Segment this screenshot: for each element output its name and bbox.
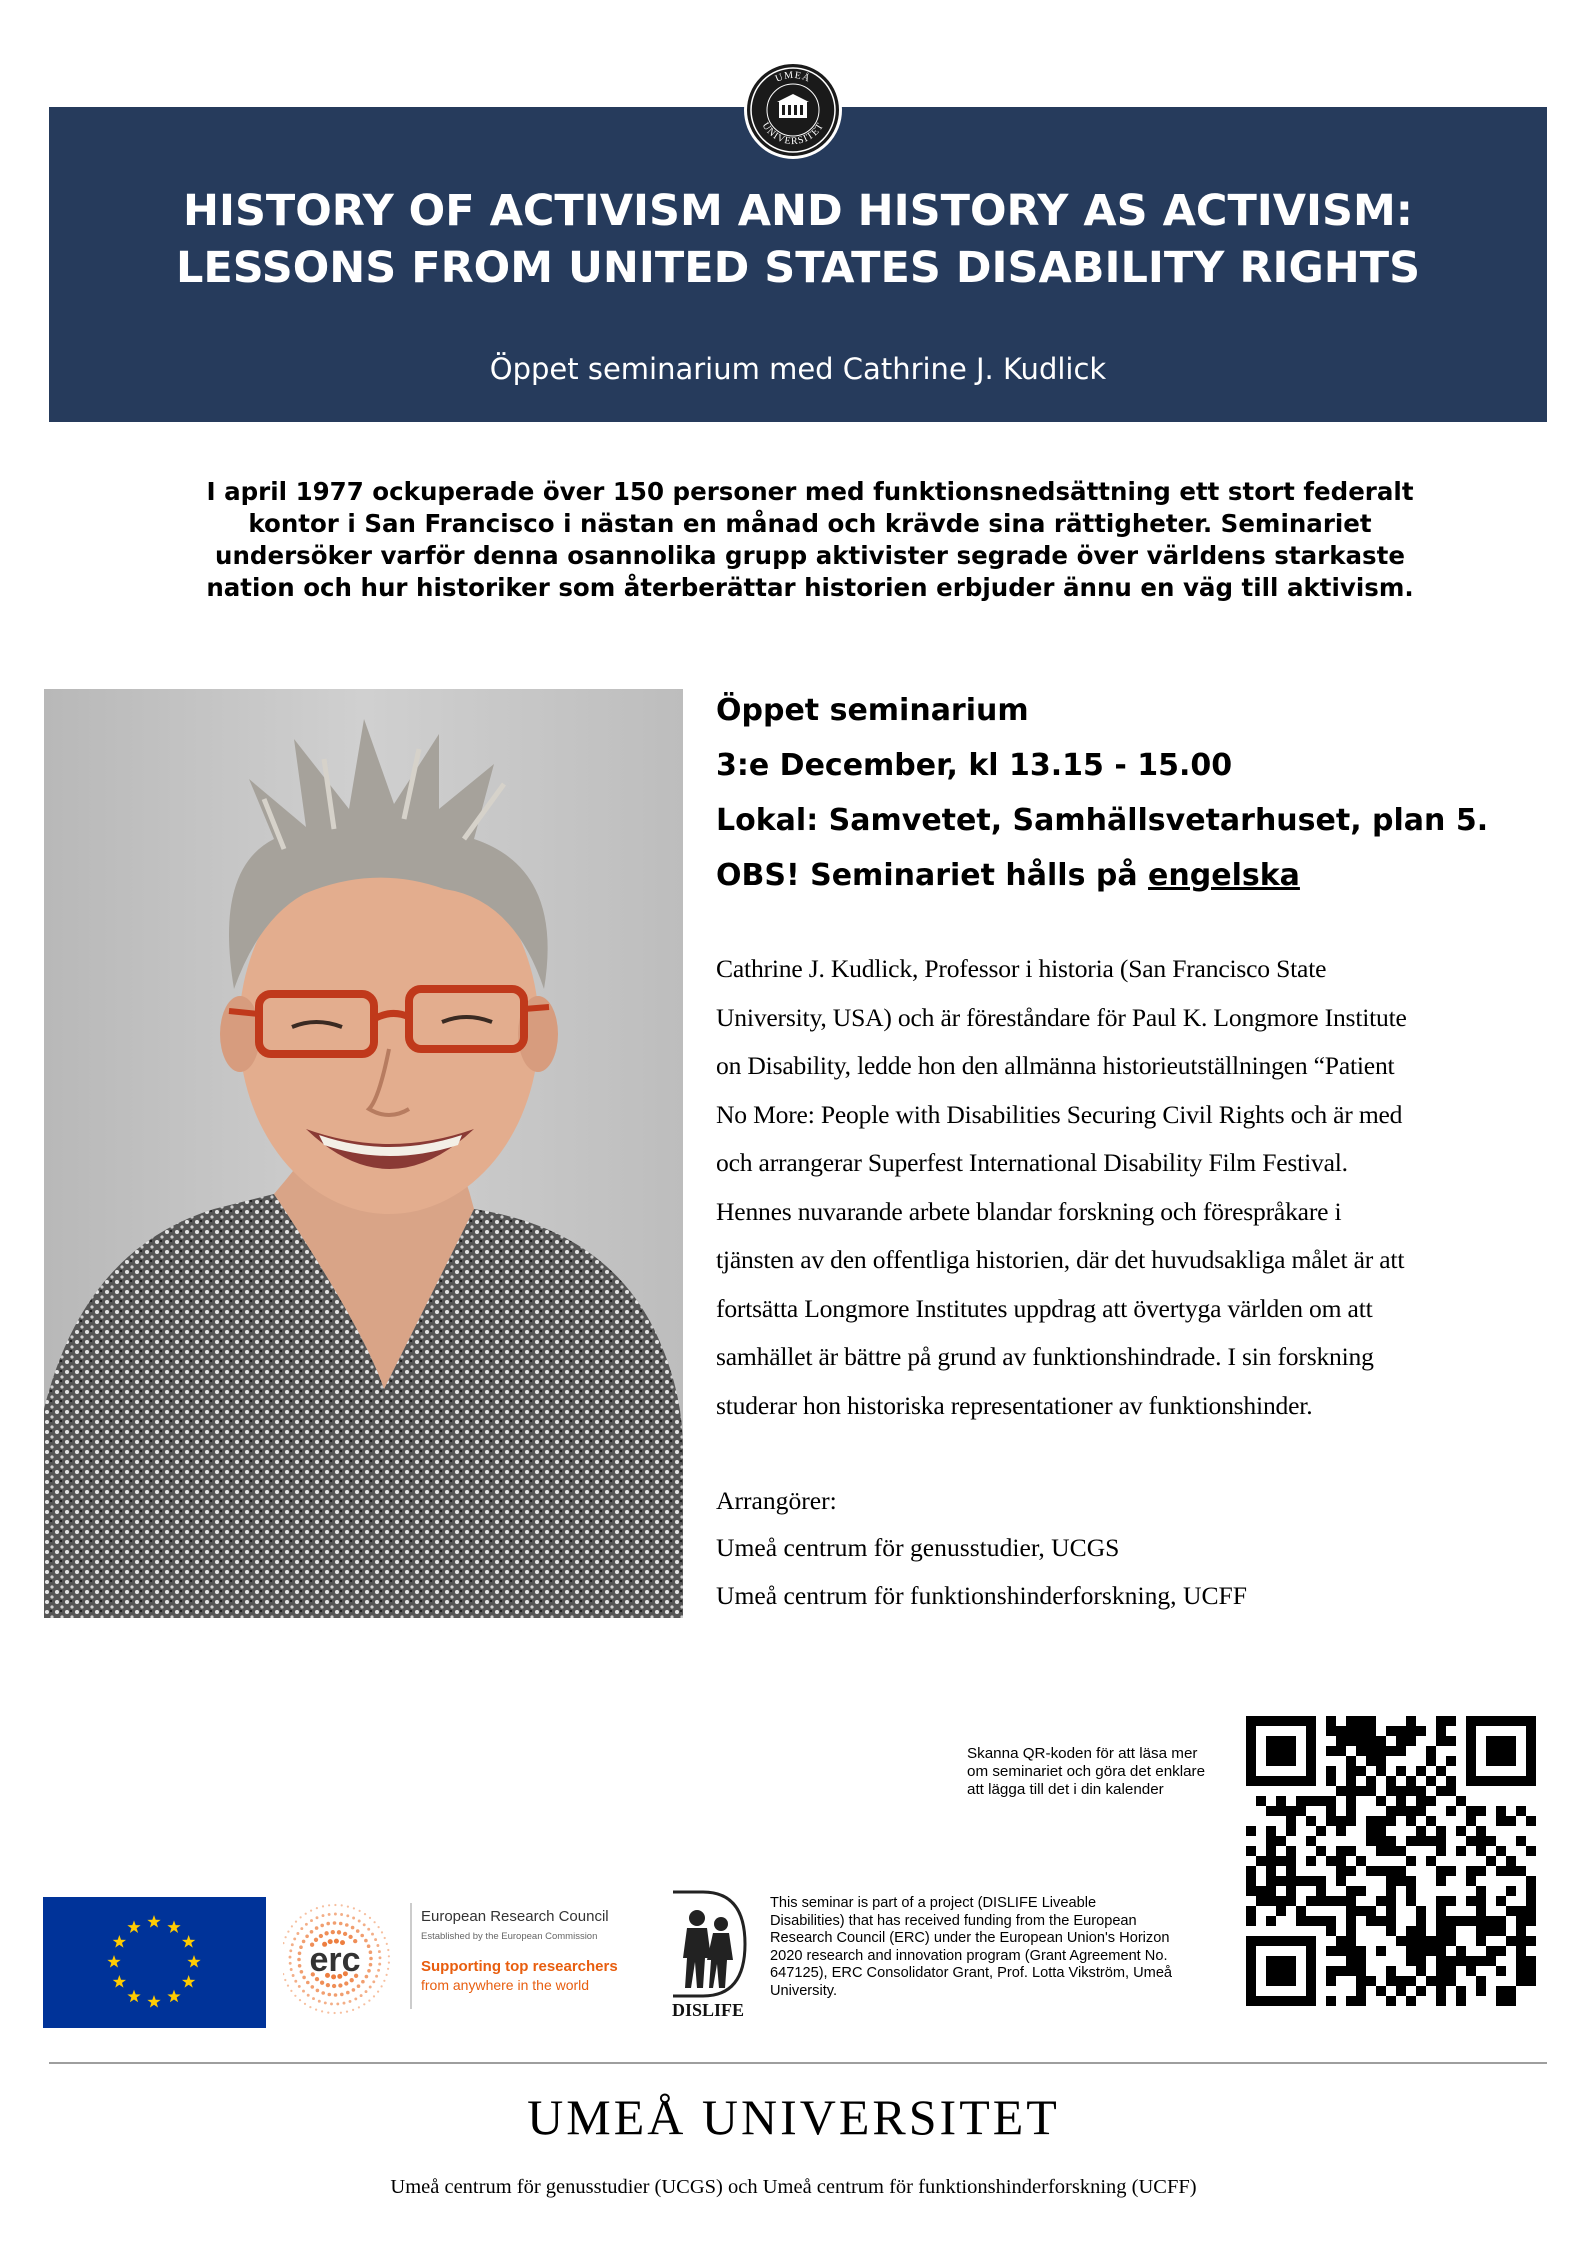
event-location: Lokal: Samvetet, Samhällsvetarhuset, plan 5.: [716, 803, 1489, 838]
qr-caption: [967, 1745, 1227, 1799]
erc-logo-graphic: [283, 1893, 625, 2019]
erc-established: Established by the European Commission: [421, 1931, 598, 1942]
language-prefix: OBS! Seminariet hålls på: [716, 858, 1149, 893]
bio-line: fortsätta Longmore Institutes uppdrag att övertyga världen om att: [716, 1293, 1373, 1323]
intro-paragraph: [160, 476, 1460, 604]
footer-divider: [49, 2062, 1547, 2064]
eu-star-icon: [113, 1935, 126, 1948]
subtitle: Öppet seminarium med Cathrine J. Kudlick: [489, 352, 1107, 386]
bio-line: samhället är bättre på grund av funktionshindrade. I sin forskning: [716, 1342, 1374, 1371]
erc-name: European Research Council: [421, 1908, 609, 1925]
svg-text:UMEÅ: UMEÅ: [773, 69, 813, 85]
dislife-logo-graphic: [663, 1888, 753, 2022]
event-language-note: [716, 856, 1300, 896]
title-line-1: HISTORY OF ACTIVISM AND HISTORY AS ACTIVISM:: [182, 186, 1414, 236]
intro-line: kontor i San Francisco i nästan en månad och krävde sina rättigheter. Seminariet: [248, 509, 1372, 538]
bio-line: Cathrine J. Kudlick, Professor i historia (San Francisco State: [716, 954, 1327, 983]
bio-line: studerar hon historiska representationer av funktionshinder.: [716, 1390, 1313, 1420]
dislife-mark: DISLIFE: [671, 2000, 745, 2020]
bio-line: on Disability, ledde hon den allmänna historieutställningen “Patient: [716, 1051, 1395, 1080]
eu-star-icon: [147, 1915, 160, 1928]
eu-star-icon: [107, 1955, 120, 1968]
bio-line: tjänsten av den offentliga historien, där det huvudsakliga målet är att: [716, 1245, 1405, 1274]
speaker-portrait: [44, 689, 683, 1618]
eu-star-icon: [167, 1990, 180, 2003]
erc-mark: erc: [309, 1941, 361, 1979]
intro-line: undersöker varför denna osannolika grupp aktivister segrade över världens starkaste: [215, 541, 1405, 570]
language-value: engelska: [1148, 858, 1300, 893]
funding-line: This seminar is part of a project (DISLIFE Liveable: [770, 1895, 1097, 1911]
organizer-item: Umeå centrum för genusstudier, UCGS: [716, 1533, 1120, 1562]
title-line-2: LESSONS FROM UNITED STATES DISABILITY RIGHTS: [175, 243, 1421, 293]
eu-star-icon: [127, 1920, 140, 1933]
bio-line: University, USA) och är föreståndare för Paul K. Longmore Institute: [716, 1002, 1407, 1032]
erc-logo: [283, 1893, 625, 2019]
page-title: [49, 183, 1547, 297]
eu-star-icon: [187, 1955, 200, 1968]
intro-line: I april 1977 ockuperade över 150 personer med funktionsnedsättning ett stort federalt: [206, 477, 1414, 506]
eu-star-icon: [182, 1975, 195, 1988]
eu-star-icon: [167, 1920, 180, 1933]
erc-tagline-2: from anywhere in the world: [421, 1977, 590, 1993]
funding-line: Disabilities) that has received funding from the European: [770, 1912, 1137, 1929]
svg-text:UNIVERSITET: UNIVERSITET: [759, 120, 827, 148]
erc-tagline-1: Supporting top researchers: [421, 1958, 618, 1975]
university-seal-logo: [744, 61, 842, 159]
qr-caption-line: Skanna QR-koden för att läsa mer: [967, 1745, 1198, 1762]
funding-statement: [770, 1895, 1216, 2000]
bio-line: Hennes nuvarande arbete blandar forskning och förespråkare i: [716, 1196, 1342, 1226]
eu-star-icon: [113, 1975, 126, 1988]
eu-stars: [43, 1897, 266, 2028]
funding-line: University.: [770, 1982, 838, 1999]
funding-line: 2020 research and innovation program (Grant Agreement No.: [770, 1947, 1168, 1964]
eu-flag-logo: [43, 1897, 266, 2028]
funding-line: 647125), ERC Consolidator Grant, Prof. Lotta Vikström, Umeå: [770, 1965, 1173, 1981]
organizer-item: Umeå centrum för funktionshinderforskning, UCFF: [716, 1581, 1247, 1610]
qr-code[interactable]: [1246, 1716, 1536, 2006]
dislife-logo: [663, 1888, 753, 2022]
bio-line: och arrangerar Superfest International Disability Film Festival.: [716, 1148, 1348, 1177]
seal-graphic: [747, 64, 839, 156]
event-type: Öppet seminarium: [716, 693, 1029, 728]
footer-centers: Umeå centrum för genusstudier (UCGS) och Umeå centrum för funktionshinderforskning (UCFF): [390, 2176, 1197, 2198]
bio-line: No More: People with Disabilities Securing Civil Rights och är med: [716, 1099, 1403, 1129]
speaker-bio: [716, 945, 1546, 1430]
funding-line: Research Council (ERC) under the European Union's Horizon: [770, 1930, 1170, 1946]
eu-star-icon: [182, 1935, 195, 1948]
eu-star-icon: [147, 1995, 160, 2008]
portrait-illustration: [44, 689, 683, 1618]
intro-line: nation och hur historiker som återberättar historien erbjuder ännu en väg till aktivism.: [206, 573, 1414, 602]
eu-star-icon: [127, 1990, 140, 2003]
qr-caption-line: att lägga till det i din kalender: [967, 1781, 1164, 1798]
event-date: 3:e December, kl 13.15 - 15.00: [716, 748, 1233, 783]
footer-university-name: UMEÅ UNIVERSITET: [527, 2089, 1060, 2145]
qr-caption-line: om seminariet och göra det enklare: [967, 1763, 1206, 1780]
organizers-heading: Arrangörer:: [716, 1486, 837, 1515]
